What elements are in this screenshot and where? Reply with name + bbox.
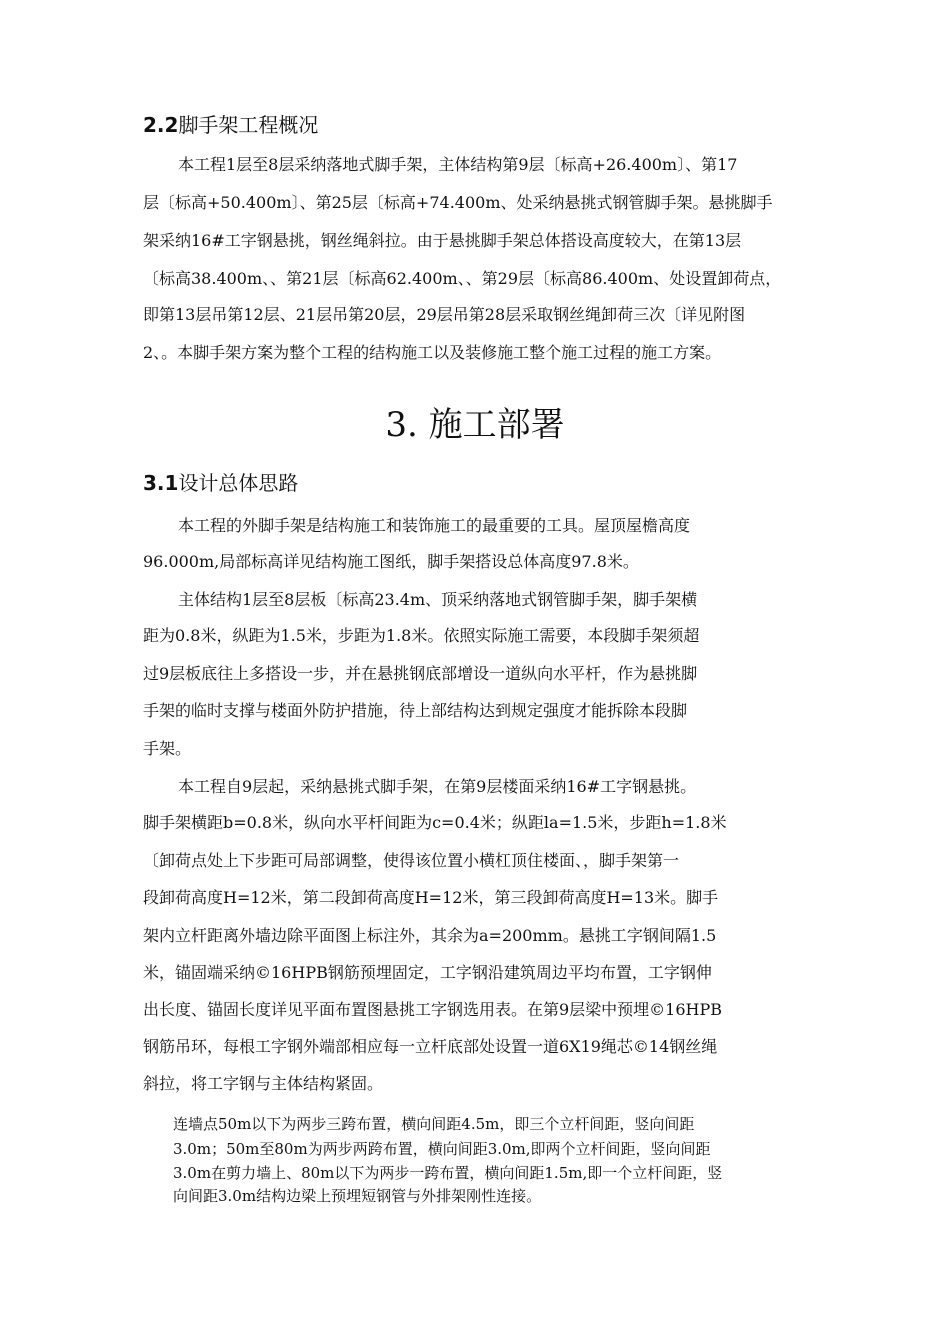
paragraph-line: 手架。 bbox=[143, 739, 192, 758]
section-2-2-heading bbox=[143, 111, 318, 139]
section-2-2-number: 2.2 bbox=[143, 113, 179, 137]
paragraph-line: 出长度、锚固长度详见平面布置图悬挑工字钢选用表。在第9层梁中预埋©16HPB bbox=[143, 1000, 723, 1019]
paragraph-line: 连墙点50m以下为两步三跨布置，横向间距4.5m，即三个立杆间距，竖向间距 bbox=[173, 1115, 695, 1133]
paragraph-line: 本工程的外脚手架是结构施工和装饰施工的最重要的工具。屋顶屋檐高度 bbox=[178, 516, 691, 535]
paragraph-line: 96.000m,局部标高详见结构施工图纸，脚手架搭设总体高度97.8米。 bbox=[143, 552, 639, 571]
paragraph-line: 3.0m在剪力墙上、80m以下为两步一跨布置，横向间距1.5m,即一个立杆间距，竖 bbox=[173, 1164, 723, 1182]
section-2-2-line: 2、。本脚手架方案为整个工程的结构施工以及装修施工整个施工过程的施工方案。 bbox=[143, 343, 722, 362]
section-3-1-number: 3.1 bbox=[143, 471, 179, 495]
chapter-3-heading: 3. 施工部署 bbox=[385, 405, 565, 445]
paragraph-line: 向间距3.0m结构边梁上预埋短钢管与外排架刚性连接。 bbox=[173, 1187, 542, 1205]
paragraph-line: 段卸荷高度H=12米，第二段卸荷高度H=12米，第三段卸荷高度H=13米。脚手 bbox=[143, 888, 719, 907]
paragraph-line: 脚手架横距b=0.8米，纵向水平杆间距为c=0.4米；纵距la=1.5米，步距h=1.8米 bbox=[143, 813, 727, 832]
section-2-2-line: 本工程1层至8层采纳落地式脚手架，主体结构第9层〔标高+26.400m〕、第17 bbox=[178, 155, 738, 174]
section-3-1-title: 设计总体思路 bbox=[178, 471, 299, 495]
section-2-2-line: 层〔标高+50.400m〕、第25层〔标高+74.400m、处采纳悬挑式钢管脚手架。悬挑脚手 bbox=[143, 193, 773, 212]
section-2-2-line: 〔标高38.400m、、第21层〔标高62.400m、、第29层〔标高86.400m、处设置卸荷点， bbox=[143, 269, 782, 288]
paragraph-line: 3.0m；50m至80m为两步两跨布置，横向间距3.0m,即两个立杆间距，竖向间距 bbox=[173, 1140, 711, 1158]
paragraph-line: 米，锚固端采纳©16HPB钢筋预埋固定，工字钢沿建筑周边平均布置，工字钢伸 bbox=[143, 963, 712, 982]
section-2-2-line: 架采纳16#工字钢悬挑，钢丝绳斜拉。由于悬挑脚手架总体搭设高度较大，在第13层 bbox=[143, 231, 742, 250]
paragraph-line: 主体结构1层至8层板〔标高23.4m、顶采纳落地式钢管脚手架，脚手架横 bbox=[178, 590, 698, 609]
paragraph-line: 距为0.8米，纵距为1.5米，步距为1.8米。依照实际施工需要，本段脚手架须超 bbox=[143, 626, 700, 645]
section-2-2-line: 即第13层吊第12层、21层吊第20层，29层吊第28层采取钢丝绳卸荷三次〔详见附图 bbox=[143, 305, 746, 324]
paragraph-line: 钢筋吊环，每根工字钢外端部相应每一立杆底部处设置一道6X19绳芯©14钢丝绳 bbox=[143, 1037, 718, 1056]
section-2-2-title: 脚手架工程概况 bbox=[178, 113, 319, 137]
paragraph-line: 本工程自9层起，采纳悬挑式脚手架，在第9层楼面采纳16#工字钢悬挑。 bbox=[178, 777, 697, 796]
paragraph-line: 〔卸荷点处上下步距可局部调整，使得该位置小横杠顶住楼面、，脚手架第一 bbox=[143, 851, 680, 870]
paragraph-line: 架内立杆距离外墙边除平面图上标注外，其余为a=200mm。悬挑工字钢间隔1.5 bbox=[143, 926, 717, 945]
paragraph-line: 斜拉，将工字钢与主体结构紧固。 bbox=[143, 1074, 384, 1093]
section-3-1-heading bbox=[143, 469, 298, 497]
paragraph-line: 手架的临时支撑与楼面外防护措施，待上部结构达到规定强度才能拆除本段脚 bbox=[143, 701, 688, 720]
paragraph-line: 过9层板底往上多搭设一步，并在悬挑钢底部增设一道纵向水平杆，作为悬挑脚 bbox=[143, 664, 698, 683]
